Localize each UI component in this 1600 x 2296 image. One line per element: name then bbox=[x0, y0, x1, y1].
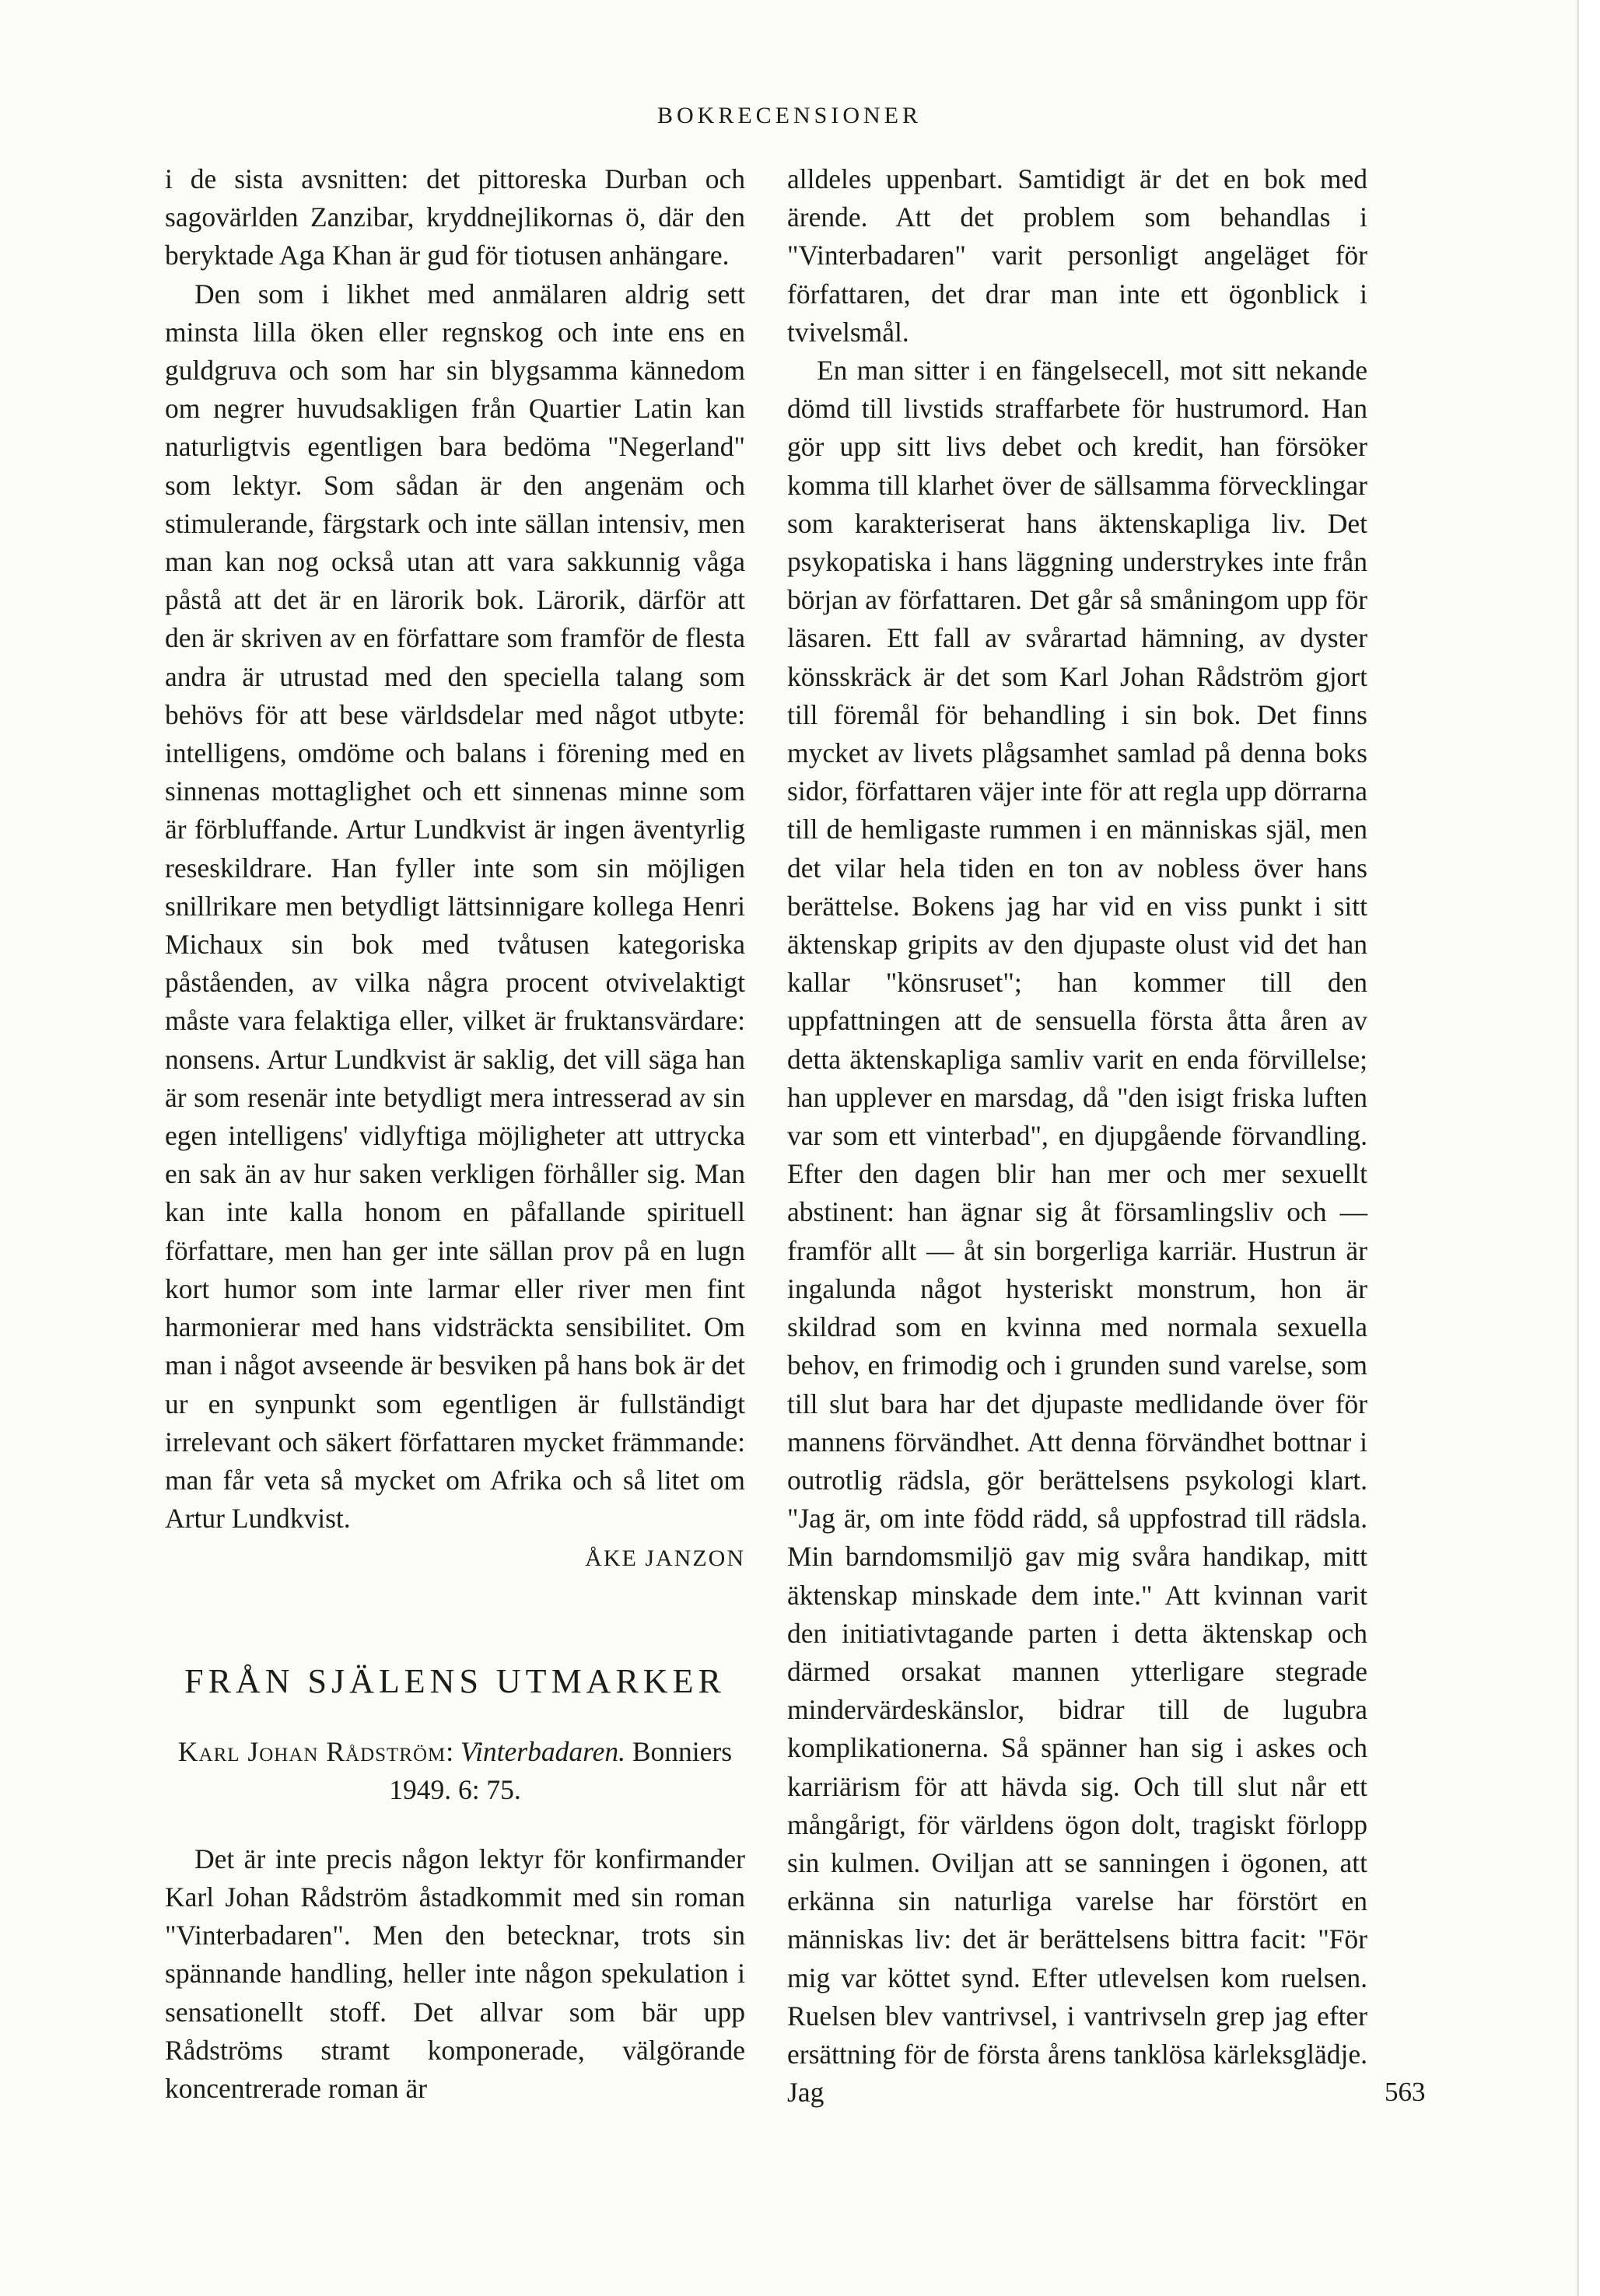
left-column bbox=[165, 160, 745, 2108]
running-head: BOKRECENSIONER bbox=[656, 103, 922, 128]
paragraph: i de sista avsnitten: det pittoreska Durban och sagovärlden Zanzibar, kryddnejlikornas ö, där den beryktade Aga Khan är gud för tiotusen anhängare. bbox=[165, 163, 745, 271]
page-number: 563 bbox=[1385, 2077, 1426, 2107]
citation-title: Vinterbadaren. bbox=[460, 1735, 625, 1767]
paragraph: En man sitter i en fängelsecell, mot sitt nekande dömd till livstids straffarbete för hustrumord. Han gör upp sitt livs debet och kredit, han försöker komma till klarhet över de sällsamma förvecklingar som karakteriserat hans äktenskapliga liv. Det psykopatiska i hans läggning understrykes inte från början av författaren. Det går så småningom upp för läsaren. Ett fall av svårartad hämning, av dyster könsskräck är det som Karl Johan Rådström gjort till föremål för behandling i sin bok. Det finns mycket av livets plågsamhet samlad på denna boks sidor, författaren väjer inte för att regla upp dörrarna till de hemligaste rummen i en människas själ, men det vilar hela tiden en ton av nobless över hans berättelse. Bokens jag har vid en viss punkt i sitt äktenskap gripits av den djupaste olust vid det han kallar "könsruset"; han kommer till den uppfattningen att de sensuella första åtta åren av detta äktenskapliga samliv varit en enda förvillelse; han upplever en marsdag, då "den isigt friska luften var som ett vinterbad", en djupgående förvandling. Efter den dagen blir han mer och mer sexuellt abstinent: han ägnar sig åt församlingsliv och — framför allt — åt sin borgerliga karriär. Hustrun är ingalunda något hysteriskt monstrum, hon är skildrad som en kvinna med normala sexuella behov, en frimodig och i grunden sund varelse, som till slut bara har det djupaste medlidande över för mannens förvändhet. Att denna förvändhet bottnar i outrotlig rädsla, gör berättelsens psykologi klart. "Jag är, om inte född rädd, så uppfostrad till rädsla. Min barndomsmiljö gav mig svåra handikap, mitt äktenskap minskade dem inte." Att kvinnan varit den initiativtagande parten i detta äktenskap och därmed orsakat mannen ytterligare stegrade mindervärdeskänslor, bidrar till de lugubra komplikationerna. Så spänner han sig i askes och karriärism för att hävda sig. Och till slut når ett mångårigt, för världens ögon dolt, tragiskt förlopp sin kulmen. Oviljan att se sanningen i ögonen, att erkänna sin naturliga varelse har förstört en människas liv: det är berättelsens bittra facit: "För mig var köttet synd. Efter utlevelsen kom ruelsen. Ruelsen blev vantrivsel, i vantrivseln grep jag efter ersättning för de första årens tanklösa kärleksglädje. Jag bbox=[787, 355, 1367, 2109]
section-title: FRÅN SJÄLENS UTMARKER bbox=[184, 1661, 726, 1700]
citation-author: Karl Johan Rådström bbox=[177, 1735, 446, 1767]
paragraph: Den som i likhet med anmälaren aldrig sett minsta lilla öken eller regnskog och inte ens en guldgruva och som har sin blygsamma kännedom om negrer huvudsakligen från Quartier Latin kan naturligtvis egentligen bara bedöma "Negerland" som lektyr. Som sådan är den angenäm och stimulerande, färgstark och inte sällan intensiv, men man kan nog också utan att vara sakkunnig våga påstå att det är en lärorik bok. Lärorik, därför att den är skriven av en författare som framför de flesta andra är utrustad med den speciella talang som behövs för att bese världsdelar med något utbyte: intelligens, omdöme och balans i förening med en sinnenas mottaglighet och ett sinnenas minne som är förbluffande. Artur Lundkvist är ingen äventyrlig reseskildrare. Han fyller inte som sin möjligen snillrikare men betydligt lättsinnigare kollega Henri Michaux sin bok med tvåtusen kategoriska påståenden, av vilka några procent otvivelaktigt måste vara felaktiga eller, vilket är fruktansvärdare: nonsens. Artur Lundkvist är saklig, det vill säga han är som resenär inte betydligt mera intresserad av sin egen intelligens' vidlyftiga möjligheter att uttrycka en sak än av hur saken verkligen förhåller sig. Man kan inte kalla honom en påfallande spirituell författare, men han ger inte sällan prov på en lugn kort humor som inte larmar eller river men fint harmonierar med hans vidsträckta sensibilitet. Om man i något avseende är besviken på hans bok är det ur en synpunkt som egentligen är fullständigt irrelevant och säkert författaren mycket främmande: man får veta så mycket om Afrika och så litet om Artur Lundkvist. bbox=[165, 278, 745, 1535]
reviewer-signature: ÅKE JANZON bbox=[585, 1545, 745, 1572]
citation-separator: : bbox=[446, 1735, 461, 1767]
book-citation bbox=[165, 1733, 745, 1809]
right-column bbox=[787, 160, 1367, 2112]
citation-details: Bonniers 1949. 6: 75. bbox=[389, 1735, 733, 1805]
paragraph: Det är inte precis någon lektyr för konfirmander Karl Johan Rådström åstadkommit med sin roman "Vinterbadaren". Men den betecknar, trots sin spännande handling, heller inte någon spekulation i sensationellt stoff. Det allvar som bär upp Rådströms stramt komponerade, välgörande koncentrerade roman är bbox=[165, 1843, 745, 2104]
paragraph: alldeles uppenbart. Samtidigt är det en bok med ärende. Att det problem som behandlas i "Vinterbadaren" varit personligt angeläget för författaren, det drar man inte ett ögonblick i tvivelsmål. bbox=[787, 163, 1367, 348]
